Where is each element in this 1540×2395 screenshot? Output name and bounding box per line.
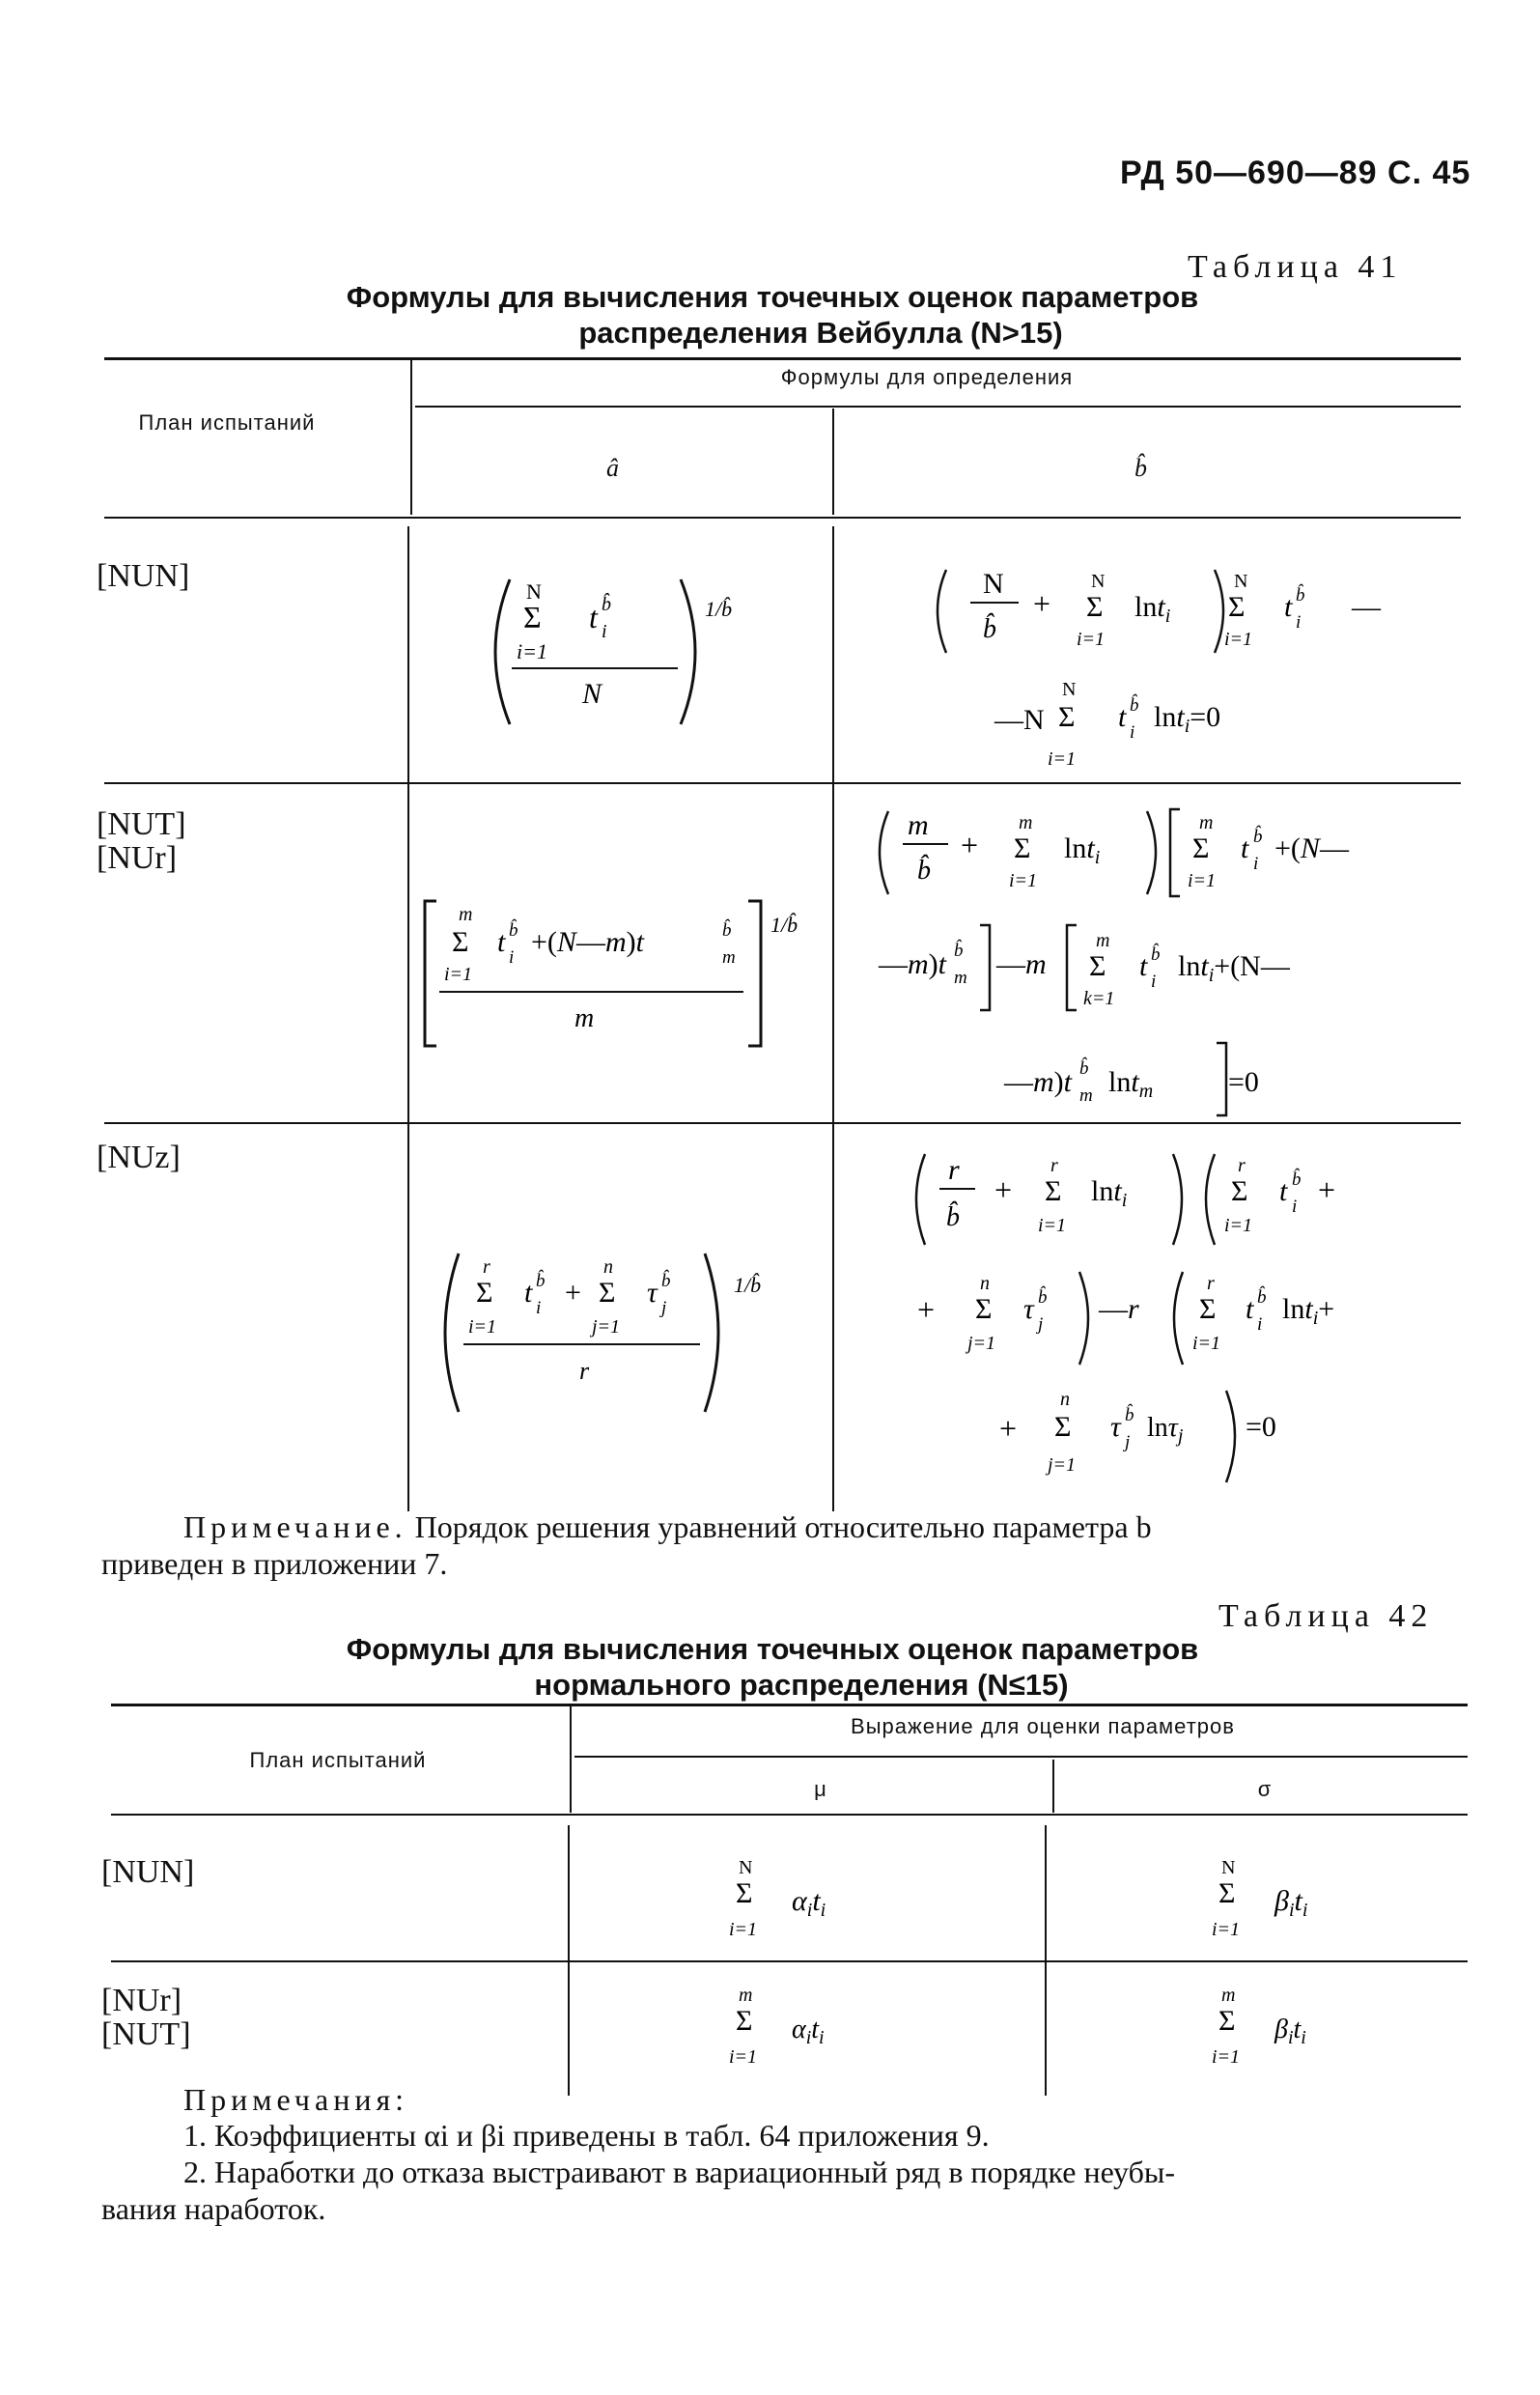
svg-text:j=1: j=1 — [592, 1316, 621, 1338]
svg-text:i: i — [1296, 612, 1302, 633]
svg-text:t: t — [1246, 1293, 1254, 1325]
svg-text:b̂: b̂ — [1257, 1287, 1267, 1308]
formula-sigma-nur-nut — [1197, 1980, 1390, 2076]
svg-text:b̂: b̂ — [1125, 1405, 1134, 1425]
svg-text:Σ: Σ — [1218, 2005, 1236, 2037]
svg-text:—m: —m — [996, 948, 1047, 980]
svg-text:—r: —r — [1099, 1293, 1139, 1325]
svg-text:b̂: b̂ — [1292, 1169, 1302, 1190]
svg-text:m: m — [954, 968, 967, 988]
svg-text:N: N — [1091, 571, 1106, 592]
svg-text:n: n — [1060, 1389, 1070, 1410]
svg-text:r: r — [579, 1357, 590, 1385]
svg-text:i=1: i=1 — [1224, 1215, 1253, 1236]
table41-note-body1: Порядок решения уравнений относительно параметра b — [414, 1509, 1152, 1544]
svg-text:+: + — [999, 1411, 1018, 1446]
formula-b-nun — [840, 560, 1458, 782]
table41-subheader-rule — [415, 406, 1461, 408]
svg-text:i=1: i=1 — [1038, 1215, 1067, 1236]
svg-text:b̂: b̂ — [946, 1202, 960, 1232]
svg-text:r: r — [1050, 1155, 1058, 1176]
svg-text:i: i — [509, 947, 515, 968]
svg-text:lnti+: lnt$_i$+ — [1282, 1293, 1335, 1329]
formula-a-nut-nur — [415, 893, 830, 1057]
svg-text:Σ: Σ — [1231, 1175, 1248, 1207]
svg-text:αiti: $\alpha_it_i$ — [792, 2015, 825, 2048]
table42-header-divider — [570, 1706, 572, 1813]
formula-mu-nur-nut — [714, 1980, 908, 2076]
svg-text:N: N — [582, 678, 602, 710]
svg-text:t: t — [1279, 1175, 1288, 1207]
svg-text:lnti: lnt$_i$ — [1064, 832, 1101, 868]
table42-title-line2: нормального распределения (N≤15) — [534, 1668, 1069, 1702]
svg-text:i=1: i=1 — [1212, 2046, 1241, 2068]
svg-text:i: i — [1257, 1314, 1263, 1335]
svg-text:b̂: b̂ — [722, 920, 732, 941]
table42-subheader-divider — [1052, 1760, 1054, 1813]
svg-text:1/b̂: 1/b̂ — [734, 1273, 762, 1297]
table41-plan-nut: [NUT] — [97, 806, 186, 842]
table42-header-bottom-rule — [111, 1814, 1468, 1816]
svg-text:r: r — [1238, 1155, 1246, 1176]
table41-col-plan-header: План испытаний — [138, 410, 316, 435]
svg-text:m: m — [459, 904, 473, 925]
svg-text:j=1: j=1 — [1048, 1454, 1077, 1476]
svg-text:Σ: Σ — [523, 600, 542, 634]
svg-text:+(N—: +(N— — [1274, 832, 1349, 864]
svg-text:N: N — [1234, 571, 1248, 592]
svg-text:b̂: b̂ — [1253, 827, 1263, 847]
svg-text:b̂: b̂ — [917, 856, 931, 886]
svg-text:i=1: i=1 — [729, 2046, 758, 2068]
formula-b-nuz — [840, 1144, 1458, 1511]
svg-text:m: m — [908, 809, 929, 841]
svg-text:+: + — [1033, 586, 1051, 621]
svg-text:i: i — [602, 621, 607, 642]
svg-text:t: t — [1241, 832, 1249, 864]
svg-text:i=1: i=1 — [1192, 1333, 1221, 1354]
svg-text:i=1: i=1 — [1212, 1919, 1241, 1940]
svg-text:Σ: Σ — [1086, 591, 1104, 623]
svg-text:—m)t: —m)t — [879, 948, 947, 980]
table41-row-rule-1 — [104, 782, 1461, 784]
svg-text:m: m — [1199, 812, 1214, 833]
table42-row-rule — [111, 1960, 1468, 1962]
svg-text:lnτj: lnτ$_j$ — [1147, 1413, 1184, 1447]
table42-subheader-rule — [574, 1756, 1468, 1758]
svg-text:i=1: i=1 — [1188, 870, 1217, 891]
table42-col-sigma-header: σ — [1257, 1777, 1273, 1801]
formula-b-nut-nur — [840, 802, 1458, 1120]
svg-text:1/b̂: 1/b̂ — [705, 597, 733, 621]
svg-text:t: t — [1284, 591, 1293, 623]
svg-text:Σ: Σ — [476, 1277, 493, 1309]
svg-text:i: i — [1151, 972, 1157, 992]
svg-text:b̂: b̂ — [509, 920, 518, 941]
table41-row-rule-2 — [104, 1122, 1461, 1124]
svg-text:lnti: lnt$_i$ — [1091, 1175, 1128, 1211]
svg-text:t: t — [589, 600, 598, 634]
svg-text:βiti: $\beta_it_i$ — [1274, 1885, 1308, 1921]
svg-text:N: N — [526, 579, 542, 604]
table42-top-rule — [111, 1704, 1468, 1706]
svg-text:t: t — [1139, 950, 1148, 982]
svg-text:lnti=0: lnt$_i$=0 — [1154, 701, 1221, 737]
svg-text:=0: =0 — [1228, 1066, 1259, 1098]
svg-text:lnti: lnt$_i$ — [1134, 591, 1171, 627]
table42-title-line1: Формулы для вычисления точечных оценок параметров — [346, 1632, 1199, 1666]
table42-col-expr-header: Выражение для оценки параметров — [851, 1714, 1235, 1738]
svg-text:N: N — [1062, 679, 1077, 700]
svg-text:t: t — [497, 926, 506, 958]
svg-text:Σ: Σ — [599, 1277, 616, 1309]
table41-col-formulas-header: Формулы для определения — [780, 365, 1074, 389]
table42-col-plan-header: План испытаний — [249, 1748, 427, 1772]
svg-text:b̂: b̂ — [954, 941, 964, 961]
svg-text:Σ: Σ — [1054, 1411, 1072, 1443]
table41-title-line2: распределения Вейбулла (N>15) — [578, 316, 1063, 350]
table42-note1: 1. Коэффициенты αi и βi приведены в табл. 64 приложения 9. — [183, 2118, 990, 2153]
svg-text:τ: τ — [647, 1277, 658, 1309]
table41-col-a-header: â — [606, 454, 619, 482]
svg-text:m: m — [574, 1003, 595, 1033]
svg-text:t: t — [1118, 701, 1127, 733]
table42-plan-nut: [NUT] — [101, 2016, 191, 2052]
table41-top-rule — [104, 357, 1461, 360]
svg-text:i=1: i=1 — [1077, 629, 1106, 650]
svg-text:+: + — [994, 1172, 1013, 1207]
svg-text:lntm: lnt$_m$ — [1108, 1066, 1154, 1102]
svg-text:m: m — [1096, 930, 1110, 951]
svg-text:—m)t: —m)t — [1004, 1066, 1073, 1098]
svg-text:b̂: b̂ — [1296, 585, 1305, 606]
svg-text:+(N—m)t: +(N—m)t — [531, 926, 644, 958]
page-header: РД 50—690—89 С. 45 — [1120, 155, 1471, 191]
svg-text:τ: τ — [1110, 1411, 1121, 1443]
svg-text:βiti: $\beta_it_i$ — [1274, 2015, 1306, 2048]
svg-text:j: j — [661, 1298, 667, 1318]
table42-plan-nun: [NUN] — [101, 1854, 195, 1890]
svg-text:N: N — [983, 568, 1004, 600]
svg-text:Σ: Σ — [1218, 1877, 1236, 1909]
table42-col-mu-header: μ — [814, 1777, 827, 1801]
svg-text:=0: =0 — [1246, 1411, 1276, 1443]
formula-a-nun — [473, 570, 821, 734]
svg-text:i=1: i=1 — [1224, 629, 1253, 650]
svg-text:j: j — [1038, 1314, 1044, 1335]
table42-note2-line2: вания наработок. — [101, 2191, 326, 2226]
svg-text:+: + — [565, 1277, 581, 1309]
svg-text:i: i — [1292, 1197, 1298, 1217]
table41-plan-nur: [NUr] — [97, 840, 178, 876]
svg-text:Σ: Σ — [1045, 1175, 1062, 1207]
svg-text:N: N — [739, 1857, 753, 1878]
table41-note-head: Примечание. — [183, 1509, 407, 1544]
svg-text:j: j — [1125, 1432, 1131, 1452]
svg-text:i=1: i=1 — [468, 1316, 497, 1338]
table41-col-b-header: b̂ — [1134, 454, 1147, 482]
svg-text:lnti+(N—: lnt$_i$+(N— — [1178, 950, 1290, 986]
svg-text:Σ: Σ — [1058, 701, 1076, 733]
svg-text:Σ: Σ — [452, 926, 469, 958]
svg-text:b̂: b̂ — [1130, 695, 1139, 716]
svg-text:b̂: b̂ — [602, 594, 611, 615]
svg-text:b̂: b̂ — [661, 1271, 671, 1291]
svg-text:N: N — [1221, 1857, 1236, 1878]
svg-text:k=1: k=1 — [1083, 988, 1115, 1009]
table41-plan-nuz: [NUz] — [97, 1140, 181, 1175]
table42-notes-head: Примечания: — [183, 2082, 409, 2117]
svg-text:Σ: Σ — [1014, 832, 1031, 864]
svg-text:i: i — [536, 1298, 542, 1318]
table41-header-bottom-rule — [104, 517, 1461, 519]
formula-a-nuz — [430, 1246, 835, 1420]
svg-text:Σ: Σ — [736, 2005, 753, 2037]
svg-text:b̂: b̂ — [1038, 1287, 1048, 1308]
table41-note — [183, 1508, 1468, 1545]
table41-title-line1: Формулы для вычисления точечных оценок параметров — [346, 280, 1199, 314]
svg-text:+: + — [1318, 1172, 1336, 1207]
svg-text:j=1: j=1 — [967, 1333, 996, 1354]
svg-text:i=1: i=1 — [517, 639, 547, 663]
svg-text:i=1: i=1 — [444, 964, 473, 985]
table41-label: Таблица 41 — [1188, 249, 1403, 285]
svg-text:n: n — [980, 1273, 990, 1294]
svg-text:m: m — [722, 947, 736, 968]
svg-text:αiti: $\alpha_it_i$ — [792, 1885, 826, 1921]
svg-text:i: i — [1253, 854, 1259, 874]
svg-text:n: n — [603, 1256, 613, 1278]
svg-text:m: m — [1221, 1985, 1236, 2006]
svg-text:r: r — [483, 1256, 490, 1278]
svg-text:i: i — [1130, 722, 1135, 743]
svg-text:+: + — [917, 1292, 936, 1327]
table41-subheader-divider — [832, 409, 834, 515]
svg-text:m: m — [1079, 1085, 1093, 1106]
svg-text:—N: —N — [994, 704, 1045, 736]
svg-text:i=1: i=1 — [729, 1919, 758, 1940]
svg-text:Σ: Σ — [736, 1877, 753, 1909]
table41-header-divider — [410, 360, 412, 515]
formula-mu-nun — [714, 1852, 908, 1949]
svg-text:m: m — [1019, 812, 1033, 833]
svg-text:+: + — [961, 828, 979, 862]
svg-text:b̂: b̂ — [1079, 1058, 1089, 1079]
table42-label: Таблица 42 — [1218, 1598, 1434, 1634]
svg-text:Σ: Σ — [1199, 1293, 1217, 1325]
table41-col-divider-1 — [407, 526, 409, 1511]
svg-text:1/b̂: 1/b̂ — [770, 913, 798, 937]
table41-plan-nun: [NUN] — [97, 558, 190, 594]
svg-text:m: m — [739, 1985, 753, 2006]
table41-note-body2: приведен в приложении 7. — [101, 1546, 448, 1581]
svg-text:t: t — [524, 1277, 533, 1309]
svg-text:—: — — [1352, 591, 1381, 623]
formula-sigma-nun — [1197, 1852, 1390, 1949]
svg-text:Σ: Σ — [1192, 832, 1210, 864]
svg-text:Σ: Σ — [975, 1293, 993, 1325]
table42-note2-line1: 2. Наработки до отказа выстраивают в вариационный ряд в порядке неубы- — [183, 2155, 1176, 2189]
svg-text:b̂: b̂ — [536, 1271, 546, 1291]
svg-text:b̂: b̂ — [1151, 944, 1161, 965]
svg-text:Σ: Σ — [1089, 950, 1106, 982]
svg-text:r: r — [1207, 1273, 1215, 1294]
svg-text:i=1: i=1 — [1009, 870, 1038, 891]
svg-text:r: r — [948, 1154, 960, 1186]
table42-plan-nur: [NUr] — [101, 1983, 182, 2018]
svg-text:τ: τ — [1023, 1293, 1034, 1325]
svg-text:i=1: i=1 — [1048, 748, 1077, 770]
svg-text:Σ: Σ — [1228, 591, 1246, 623]
svg-text:b̂: b̂ — [983, 614, 996, 644]
